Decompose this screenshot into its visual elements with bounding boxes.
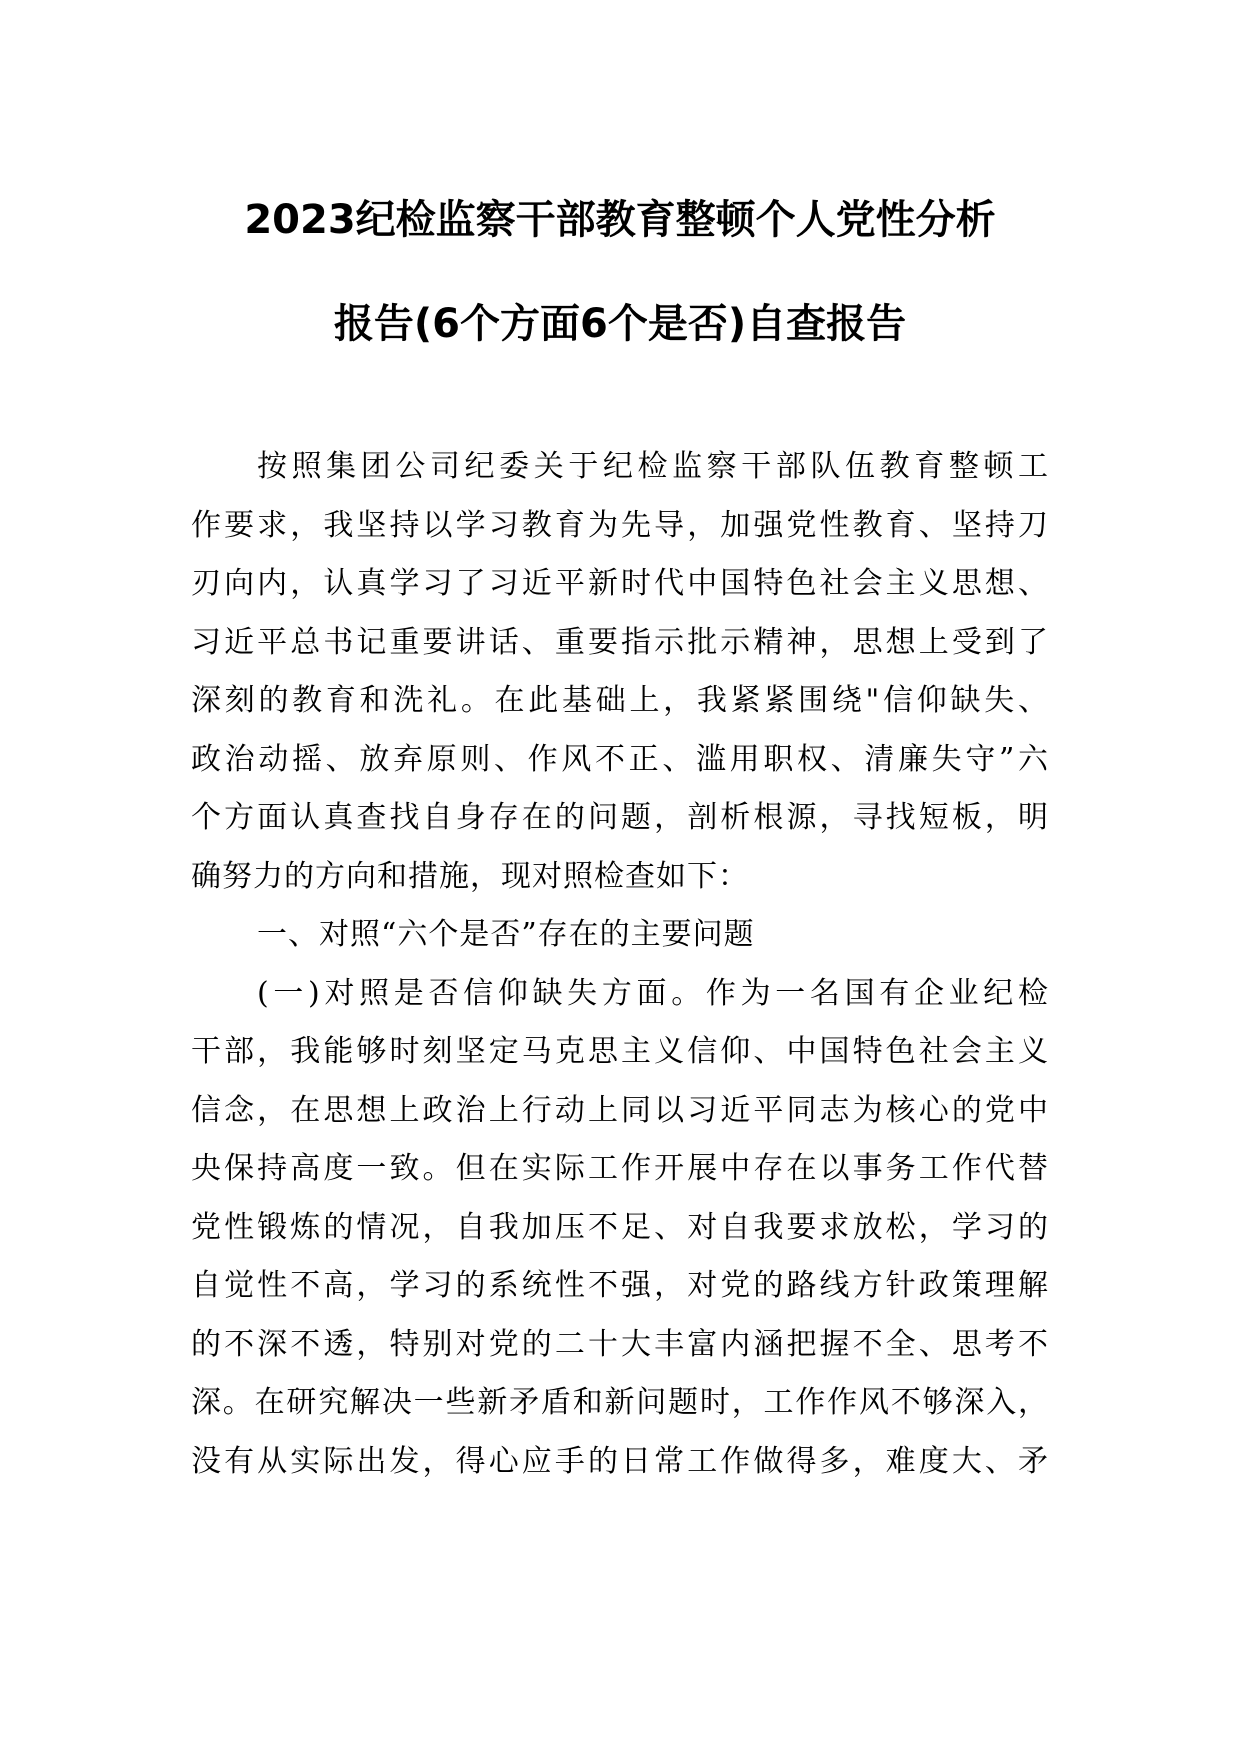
paragraph-line: 个方面认真查找自身存在的问题，剖析根源，寻找短板，明 [191, 800, 1049, 835]
paragraph-line: 信念，在思想上政治上行动上同以习近平同志为核心的党中 [191, 1092, 1049, 1128]
paragraph-line: 按照集团公司纪委关于纪检监察干部队伍教育整顿工 [257, 449, 1049, 484]
paragraph-line: 自觉性不高，学习的系统性不强，对党的路线方针政策理解 [191, 1268, 1049, 1303]
title-line-2: 报告(6个方面6个是否)自查报告 [333, 301, 907, 347]
paragraph-line: 确努力的方向和措施，现对照检查如下： [191, 858, 749, 894]
paragraph-line: 深。在研究解决一些新矛盾和新问题时，工作作风不够深入， [191, 1385, 1049, 1420]
paragraph-line: 的不深不透，特别对党的二十大丰富内涵把握不全、思考不 [191, 1326, 1049, 1362]
document-body [191, 438, 1049, 1491]
paragraph-line: 作要求，我坚持以学习教育为先导，加强党性教育、坚持刀 [191, 507, 1049, 543]
paragraph-line: 习近平总书记重要讲话、重要指示批示精神，思想上受到了 [191, 624, 1049, 660]
paragraph-line: 没有从实际出发，得心应手的日常工作做得多，难度大、矛 [191, 1443, 1049, 1479]
paragraph-line: 政治动摇、放弃原则、作风不正、滥用职权、清廉失守”六 [191, 741, 1049, 777]
paragraph-line: 深刻的教育和洗礼。在此基础上，我紧紧围绕"信仰缺失、 [191, 683, 1049, 718]
section-paragraph [191, 965, 1049, 1492]
document-title [150, 168, 1090, 376]
title-line-1: 2023纪检监察干部教育整顿个人党性分析 [244, 197, 996, 243]
intro-paragraph [191, 438, 1049, 906]
paragraph-line: (一)对照是否信仰缺失方面。作为一名国有企业纪检 [257, 975, 1049, 1011]
paragraph-line: 央保持高度一致。但在实际工作开展中存在以事务工作代替 [191, 1151, 1049, 1186]
paragraph-line: 党性锻炼的情况，自我加压不足、对自我要求放松，学习的 [191, 1209, 1049, 1245]
section-heading: 一、对照“六个是否”存在的主要问题 [257, 917, 755, 952]
paragraph-line: 刃向内，认真学习了习近平新时代中国特色社会主义思想、 [191, 566, 1049, 601]
paragraph-line: 干部，我能够时刻坚定马克思主义信仰、中国特色社会主义 [191, 1034, 1049, 1069]
